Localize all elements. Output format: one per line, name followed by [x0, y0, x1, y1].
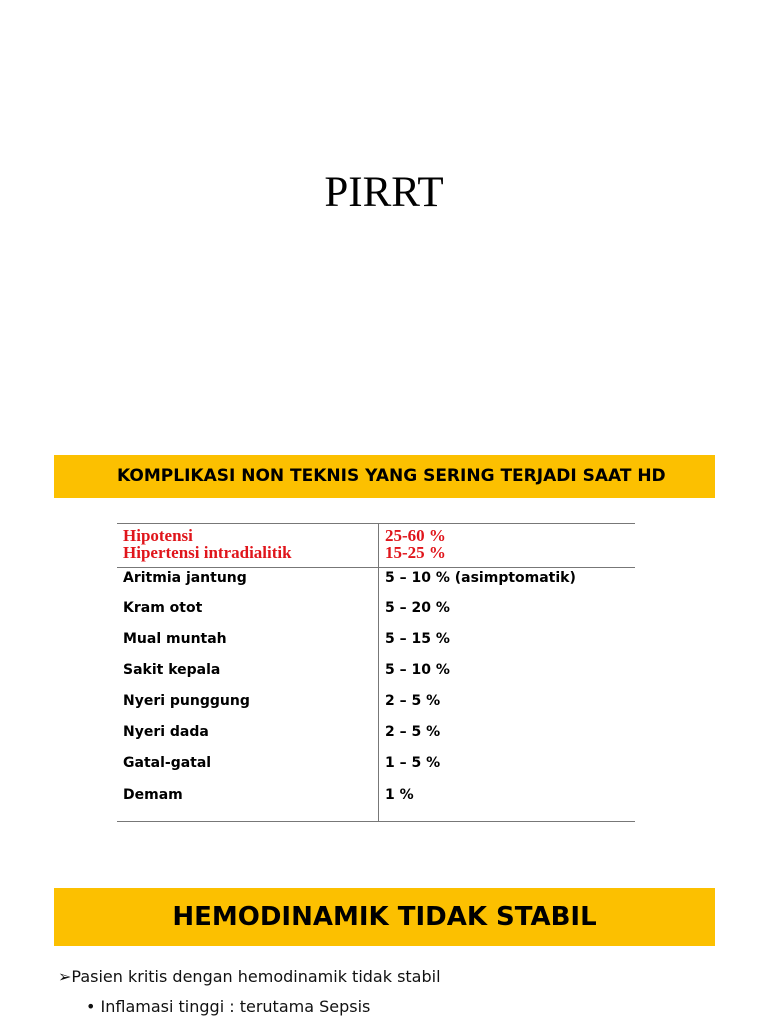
slide-title: PIRRT [324, 169, 444, 216]
table-cell-value: 2 – 5 % [385, 724, 441, 740]
table-cell-value: 5 – 20 % [385, 600, 450, 616]
table-bottom-border [117, 821, 635, 822]
bullet-list [58, 962, 441, 1022]
table-cell-name: Mual muntah [123, 631, 227, 647]
table-cell-name: Hipertensi intradialitik [123, 543, 292, 562]
table-column-divider [378, 523, 379, 822]
table-cell-name: Nyeri dada [123, 724, 209, 740]
table-cell-value: 1 – 5 % [385, 755, 441, 771]
table-header-border [117, 567, 635, 568]
hemodynamic-banner: HEMODINAMIK TIDAK STABIL [54, 888, 715, 946]
table-cell-name: Demam [123, 787, 183, 803]
table-cell-value: 25-60 % [385, 526, 446, 545]
table-cell-value: 2 – 5 % [385, 693, 441, 709]
table-cell-value: 5 – 10 % [385, 662, 450, 678]
table-cell-name: Nyeri punggung [123, 693, 250, 709]
table-top-border [117, 523, 635, 524]
table-cell-name: Kram otot [123, 600, 203, 616]
table-cell-name: Aritmia jantung [123, 570, 247, 586]
table-cell-value: 15-25 % [385, 543, 446, 562]
bullet-item: ➢Pasien kritis dengan hemodinamik tidak stabil [58, 967, 441, 986]
table-cell-name: Sakit kepala [123, 662, 221, 678]
table-cell-name: Hipotensi [123, 526, 193, 545]
complications-table [117, 523, 635, 822]
table-cell-value: 5 – 10 % (asimptomatik) [385, 570, 576, 586]
table-cell-value: 1 % [385, 787, 414, 803]
sub-bullet-item: • Inflamasi tinggi : terutama Sepsis [86, 997, 371, 1016]
complications-banner: KOMPLIKASI NON TEKNIS YANG SERING TERJADI SAAT HD [54, 455, 715, 498]
table-cell-value: 5 – 15 % [385, 631, 450, 647]
table-cell-name: Gatal-gatal [123, 755, 212, 771]
